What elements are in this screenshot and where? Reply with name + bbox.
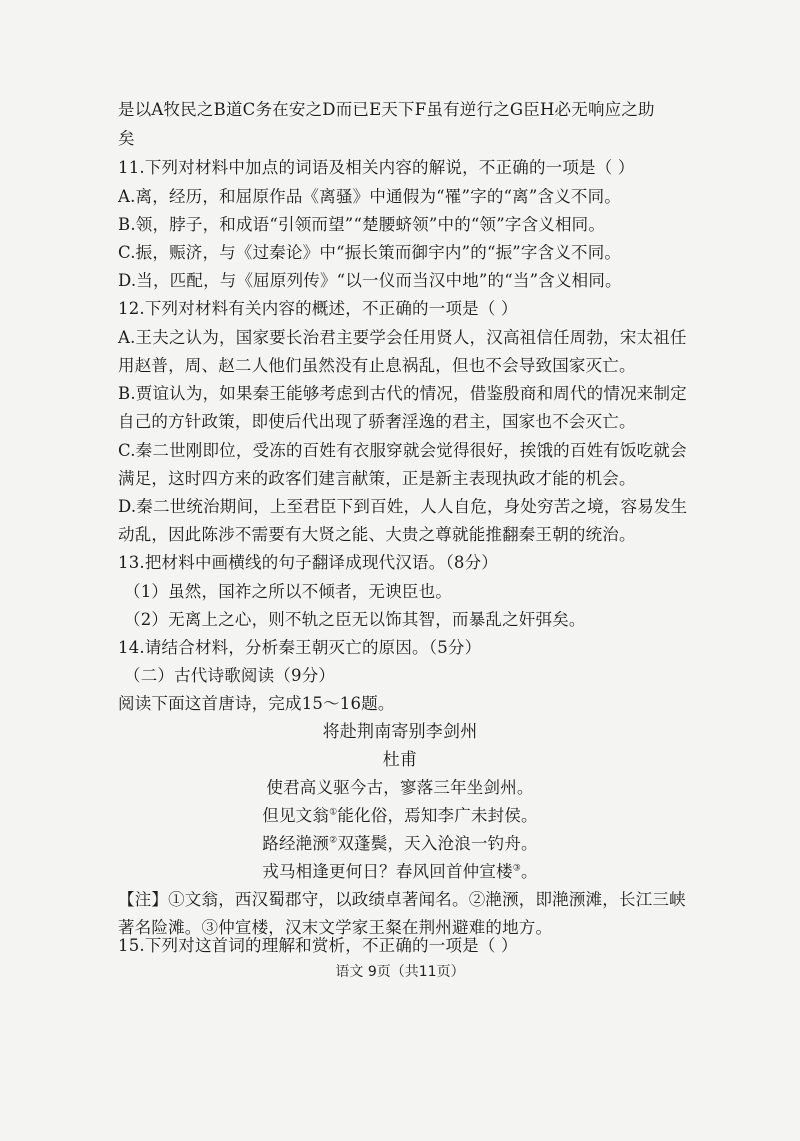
question-12-line-3: B.贾谊认为，如果秦王能够考虑到古代的情况，借鉴殷商和周代的情况来制定 bbox=[118, 384, 687, 403]
passage-line-2: 矣 bbox=[118, 129, 135, 148]
note-marker-3: ③ bbox=[512, 863, 522, 874]
question-11-option-a: A.离，经历，和屈原作品《离骚》中通假为“罹”字的“离”含义不同。 bbox=[118, 187, 622, 206]
poem-line-4-tail: 。 bbox=[521, 862, 538, 881]
question-12-line-2: 用赵普，周、赵二人他们虽然没有止息祸乱，但也不会导致国家灭亡。 bbox=[118, 356, 636, 375]
question-12-stem: 12.下列对材料有关内容的概述，不正确的一项是（ ） bbox=[118, 299, 518, 318]
poem-line-4 bbox=[0, 862, 800, 882]
question-12-line-4: 自己的方针政策，即使后代出现了骄奢淫逸的君主，国家也不会灭亡。 bbox=[118, 412, 636, 431]
poem-title: 将赴荆南寄别李剑州 bbox=[322, 722, 478, 742]
note-marker-1: ① bbox=[329, 807, 338, 818]
question-12-line-7: D.秦二世统治期间，上至君臣下到百姓，人人自危，身处穷苦之境，容易发生 bbox=[118, 497, 688, 516]
question-11-option-c: C.振，赈济，与《过秦论》中“振长策而御宇内”的“振”字含义不同。 bbox=[118, 243, 622, 262]
question-12-line-5: C.秦二世刚即位，受冻的百姓有衣服穿就会觉得很好，挨饿的百姓有饭吃就会 bbox=[118, 441, 687, 460]
poem-line-3-text: 路经滟滪 bbox=[262, 834, 330, 853]
poem-line-1-text: 使君高义驱今古，寥落三年坐剑州。 bbox=[266, 778, 534, 797]
section-heading: （二）古代诗歌阅读（9分） bbox=[124, 666, 336, 685]
poem-line-3 bbox=[0, 834, 800, 854]
poem-line-2 bbox=[0, 806, 800, 826]
question-15-stem: 15.下列对这首词的理解和赏析，不正确的一项是（ ） bbox=[118, 936, 518, 955]
poem-author: 杜甫 bbox=[382, 750, 418, 770]
page-footer: 语文 9页（共11页） bbox=[335, 964, 465, 980]
poem-line-1 bbox=[0, 778, 800, 798]
poem-line-2-tail: 能化俗，焉知李广未封侯。 bbox=[337, 806, 538, 825]
passage-line-1: 是以A牧民之B道C务在安之D而已E天下F虽有逆行之G臣H必无响应之助 bbox=[118, 100, 655, 119]
question-11-option-b: B.领，脖子，和成语“引领而望”“楚腰蛴领”中的“领”字含义相同。 bbox=[118, 215, 606, 234]
question-12-line-6: 满足，这时四方来的政客们建言献策，正是新主表现执政才能的机会。 bbox=[118, 469, 636, 488]
question-13-item-2: （2）无离上之心，则不轨之臣无以饰其智，而暴乱之奸弭矣。 bbox=[124, 610, 586, 629]
section-intro: 阅读下面这首唐诗，完成15～16题。 bbox=[118, 694, 395, 713]
poem-notes-line-1: 【注】①文翁，西汉蜀郡守，以政绩卓著闻名。②滟滪，即滟滪滩，长江三峡 bbox=[118, 890, 686, 909]
question-12-line-1: A.王夫之认为，国家要长治君主要学会任用贤人，汉高祖信任周勃，宋太祖任 bbox=[118, 328, 687, 347]
note-marker-2: ② bbox=[329, 835, 338, 846]
question-11-stem: 11.下列对材料中加点的词语及相关内容的解说，不正确的一项是（ ） bbox=[118, 158, 635, 177]
question-13-item-1: （1）虽然，国祚之所以不倾者，无谀臣也。 bbox=[124, 582, 452, 601]
question-12-line-8: 动乱，因此陈涉不需要有大贤之能、大贵之尊就能推翻秦王朝的统治。 bbox=[118, 525, 636, 544]
poem-line-4-text: 戎马相逢更何日？春风回首仲宣楼 bbox=[262, 862, 513, 881]
question-13-stem: 13.把材料中画横线的句子翻译成现代汉语。（8分） bbox=[118, 553, 498, 572]
poem-notes-line-2: 著名险滩。③仲宣楼，汉末文学家王粲在荆州避难的地方。 bbox=[118, 918, 553, 937]
poem-line-2-text: 但见文翁 bbox=[262, 806, 330, 825]
question-11-option-d: D.当，匹配，与《屈原列传》“以一仪而当汉中地”的“当”含义相同。 bbox=[118, 271, 622, 290]
question-14-stem: 14.请结合材料，分析秦王朝灭亡的原因。（5分） bbox=[118, 638, 482, 657]
poem-line-3-tail: 双蓬鬓，天入沧浪一钓舟。 bbox=[337, 834, 538, 853]
